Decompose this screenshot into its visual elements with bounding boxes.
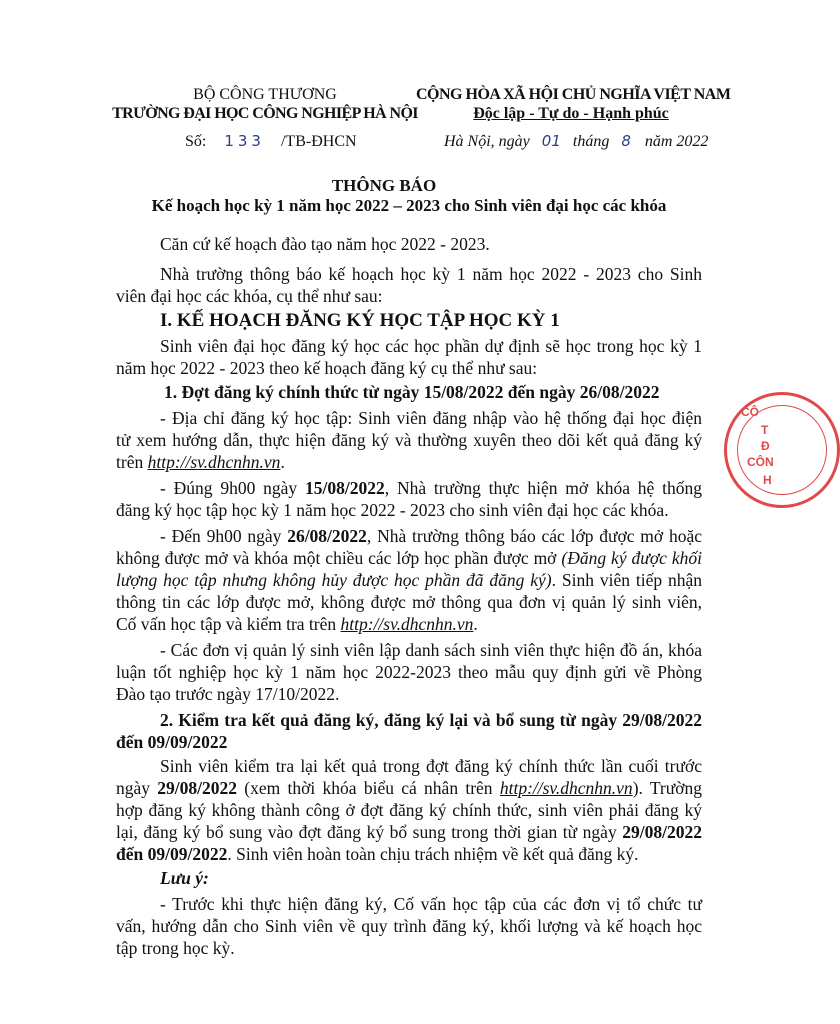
item-2-line-1: Sinh viên kiểm tra lại kết quả trong đợt đăng ký chính thức lần cuối trước (160, 756, 702, 776)
seal-glyph-5: H (763, 473, 772, 487)
item-2-line-4 (116, 822, 702, 843)
item-2-end-date: đến 09/09/2022 (116, 844, 228, 864)
bullet-1-prefix: trên (116, 452, 148, 472)
bullet-2-prefix: - Đúng 9h00 ngày (160, 478, 306, 498)
seal-glyph-4: CÔN (747, 455, 774, 469)
document-subtitle: Kế hoạch học kỳ 1 năm học 2022 – 2023 cho Sinh viên đại học các khóa (151, 196, 667, 215)
bullet-3-line-5-end: . (473, 614, 478, 634)
note-1-line-1: - Trước khi thực hiện đăng ký, Cố vấn học tập của các đơn vị tổ chức tư (160, 894, 702, 914)
item-2-line-2-prefix: ngày (116, 778, 158, 798)
bullet-3-suffix: , Nhà trường thông báo các lớp được mở hoặc (366, 526, 702, 546)
intro-line-1: Nhà trường thông báo kế hoạch học kỳ 1 năm học 2022 - 2023 cho Sinh (160, 264, 702, 284)
bullet-1-suffix: . (280, 452, 285, 472)
red-seal-stamp (724, 392, 840, 508)
date-day-handwritten: 01 (541, 132, 561, 150)
issue-date (444, 132, 708, 151)
motto-text: Độc lập - Tự do - Hạnh phúc (473, 105, 669, 122)
bullet-3-line-1 (160, 526, 702, 547)
section-1-intro-line-1: Sinh viên đại học đăng ký học các học phần dự định sẽ học trong học kỳ 1 (160, 336, 702, 356)
item-1-heading: 1. Đợt đăng ký chính thức từ ngày 15/08/2022 đến ngày 26/08/2022 (164, 382, 660, 402)
bullet-3-line-2-text: không được mở và khóa một chiều các lớp học phần được mở (116, 548, 562, 568)
bullet-3-note-start: (Đăng ký được khối (561, 548, 703, 568)
bullet-3-line-2 (116, 548, 702, 569)
bullet-3-note-end: lượng học tập nhưng không hủy được học phần đã đăng ký) (116, 570, 552, 590)
item-2-line-3: hợp đăng ký không thành công ở đợt đăng ký chính thức, sinh viên phải đăng ký (116, 800, 702, 820)
doc-number-label: Số: (185, 133, 207, 150)
section-1-heading: I. KẾ HOẠCH ĐĂNG KÝ HỌC TẬP HỌC KỲ 1 (160, 310, 560, 331)
item-2-line-2 (116, 778, 702, 799)
basis-paragraph: Căn cứ kế hoạch đào tạo năm học 2022 - 2023. (160, 234, 490, 254)
portal-link-3[interactable]: http://sv.dhcnhn.vn (499, 778, 633, 798)
document-number (185, 132, 357, 151)
bullet-3-line-5-text: Cố vấn học tập và kiểm tra trên (116, 614, 341, 634)
bullet-3-line-3-text: . Sinh viên tiếp nhận (551, 570, 702, 590)
bullet-2-suffix: , Nhà trường thực hiện mở khóa hệ thống (384, 478, 703, 498)
bullet-3-line-3 (116, 570, 702, 591)
bullet-3-prefix: - Đến 9h00 ngày (160, 526, 288, 546)
note-label: Lưu ý: (160, 868, 209, 888)
university-name: TRƯỜNG ĐẠI HỌC CÔNG NGHIỆP HÀ NỘI (112, 105, 418, 122)
bullet-3-line-4: thông tin các lớp được mở, không được mở thông qua đơn vị quản lý sinh viên, (116, 592, 702, 612)
seal-glyph-2: T (761, 423, 769, 437)
seal-glyph-3: Đ (761, 439, 770, 453)
ministry-name: BỘ CÔNG THƯƠNG (193, 86, 337, 103)
item-2-line-2-mid: (xem thời khóa biểu cá nhân trên (237, 778, 500, 798)
item-2-line-5 (116, 844, 702, 865)
bullet-1-line-1: - Địa chỉ đăng ký học tập: Sinh viên đăng nhập vào hệ thống đại học điện (160, 408, 702, 428)
note-1-line-3: tập trong học kỳ. (116, 938, 235, 958)
bullet-4-line-1: - Các đơn vị quản lý sinh viên lập danh sách sinh viên thực hiện đồ án, khóa (160, 640, 702, 660)
portal-link[interactable]: http://sv.dhcnhn.vn (147, 452, 281, 472)
portal-link-2[interactable]: http://sv.dhcnhn.vn (340, 614, 474, 634)
bullet-1-line-3 (116, 452, 702, 473)
section-1-intro-line-2: năm học 2022 - 2023 theo kế hoạch đăng ký cụ thể như sau: (116, 358, 538, 378)
bullet-3-date: 26/08/2022 (287, 526, 367, 546)
item-2-heading-line-1: 2. Kiểm tra kết quả đăng ký, đăng ký lại và bổ sung từ ngày 29/08/2022 (160, 710, 702, 730)
item-2-line-2-end: ). Trường (632, 778, 702, 798)
bullet-2-date: 15/08/2022 (305, 478, 385, 498)
doc-number-handwritten: 133 (224, 132, 265, 150)
date-month-label: tháng (572, 133, 610, 150)
bullet-3-line-5 (116, 614, 702, 635)
item-2-check-date: 29/08/2022 (157, 778, 238, 798)
national-motto (416, 105, 726, 123)
item-2-line-4-text: lại, đăng ký bổ sung vào đợt đăng ký bổ sung trong thời gian từ ngày (116, 822, 623, 842)
bullet-1-line-2: tử xem hướng dẫn, thực hiện đăng ký và thường xuyên theo dõi kết quả đăng ký (116, 430, 702, 450)
date-year: năm 2022 (644, 133, 709, 150)
intro-line-2: viên đại học các khóa, cụ thể như sau: (116, 286, 383, 306)
bullet-2-line-2: đăng ký học tập học kỳ 1 năm học 2022 - 2023 cho sinh viên đại học các khóa. (116, 500, 669, 520)
seal-glyph-1: CÔ (741, 405, 759, 419)
date-month-handwritten: 8 (621, 132, 631, 150)
date-prefix: Hà Nội, ngày (444, 133, 530, 150)
bullet-4-line-2: luận tốt nghiệp học kỳ 1 năm học 2022-2023 theo mẫu quy định gửi về Phòng (116, 662, 702, 682)
item-2-line-5-text: . Sinh viên hoàn toàn chịu trách nhiệm về kết quả đăng ký. (227, 844, 639, 864)
doc-number-suffix: /TB-ĐHCN (280, 133, 357, 150)
note-1-line-2: vấn, hướng dẫn cho Sinh viên về quy trình đăng ký, khối lượng và kế hoạch học (116, 916, 702, 936)
bullet-2-line-1 (160, 478, 702, 499)
item-2-heading-line-2: đến 09/09/2022 (116, 732, 228, 752)
document-title: THÔNG BÁO (331, 176, 437, 195)
bullet-4-line-3: Đào tạo trước ngày 17/10/2022. (116, 684, 340, 704)
republic-name: CỘNG HÒA XÃ HỘI CHỦ NGHĨA VIỆT NAM (416, 86, 731, 103)
item-2-start-date: 29/08/2022 (622, 822, 702, 842)
